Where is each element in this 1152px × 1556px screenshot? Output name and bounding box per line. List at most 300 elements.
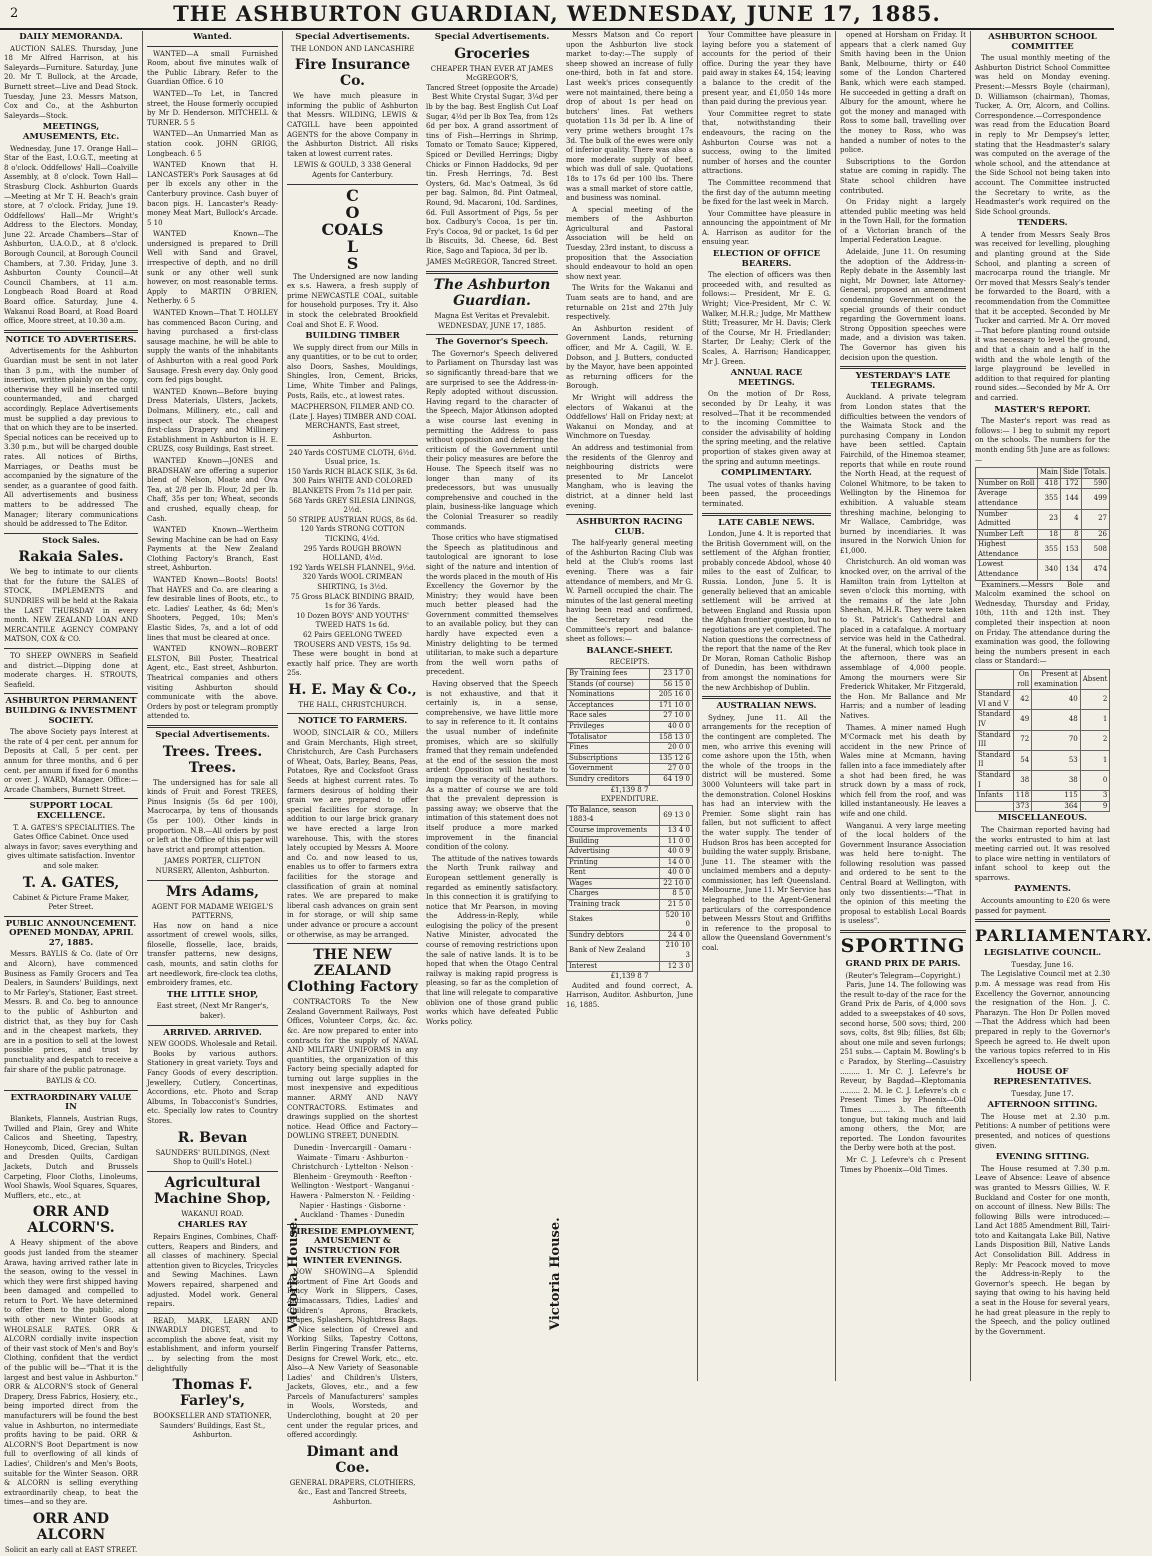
trees-text: The undersigned has for sale all kinds of Fruit and Forest TREES, Pinus Insignis (5s 6d per 100), Macrocarpa, by tens of thousands (5s per 100). Other kinds in proportion. N.B.—All orders by post or left at the Office of this paper will have strict and prompt attention. — [147, 778, 278, 854]
school-committee-title: ASHBURTON SCHOOL COMMITTEE — [988, 32, 1097, 52]
costume-item: 10 Dozen BOYS' AND YOUTHS' TWEED HATS 1s 6d. — [296, 611, 409, 630]
table-row — [567, 753, 693, 764]
table-cell: Main — [1037, 468, 1060, 479]
legislative-council-text: The Legislative Council met at 2.30 p.m. A message was read from His Excellency the Governor, announcing the resignation of the Hon. J. C. Pharazyn. The Hon Dr Pollen moved—That the Address which had been prepared in reply to the Governor's Speech be agreed to. He dwelt upon the various topics referred to in His Excellency's speech. — [975, 970, 1110, 1065]
costume-note: These were bought in bond at exactly half price. They are worth 25s. — [287, 650, 418, 678]
table-cell: 2 — [1080, 730, 1110, 750]
table-cell: Average attendance — [976, 489, 1038, 509]
table-header-row — [976, 468, 1110, 479]
table-row — [567, 679, 693, 690]
grand-prix-last: Mr C. J. Lefevre's ch c Present Times by Phoenix—Old Times. — [840, 1155, 966, 1174]
paper-title: The Ashburton Guardian. — [433, 277, 551, 310]
table-row — [567, 900, 693, 911]
machine-shop-title: Agricultural Machine Shop, — [154, 1174, 271, 1207]
table-cell: 70 — [1032, 730, 1081, 750]
table-cell: 3 — [1080, 791, 1110, 802]
table-cell: 0 — [1080, 770, 1110, 790]
yesterday-telegrams-title: YESTERDAY'S LATE TELEGRAMS. — [855, 371, 951, 391]
table-cell: 210 10 3 — [659, 941, 692, 961]
building-title: ASHBURTON PERMANENT BUILDING & INVESTMENT SOCIETY. — [5, 696, 137, 726]
table-row — [567, 764, 693, 775]
table-cell: 1 — [1080, 750, 1110, 770]
costume-item: 150 Yards RICH BLACK SILK, 3s 6d. — [287, 467, 418, 476]
expenditure-total: £1,139 8 7 — [610, 972, 649, 981]
town: Waimate — [296, 1153, 328, 1162]
balance-sheet-title: BALANCE-SHEET. — [586, 645, 673, 656]
orr-alcorn-text: A Heavy shipment of the above goods just landed from the steamer Arawa, having arrived rather late in the season, owing to the vessel in which they were first shipped having been damaged and compelled to return to Port. We have determined to offer them to the public, along with other new Winter Goods at WHOLESALE RATES. ORR & ALCORN cordially invite inspection of their vast stock of Men's and Boy's Clothing, confident that the verdict of the public will be—"That it is the largest and best value in Ashburton." ORR & ALCORN'S stock of General Drapery, Dress Fabrics, Hosiery, etc., being imported direct from the manufacturers will be found the best value in Ashburton, no intermediate profits having to be paid. ORR & ALCORN'S Boot Department is now full to overflowing of all kinds of Ladies', Children's and Men's Boots, suitable for the Winter Season. ORR & ALCORN is selling everything extraordinarily cheap, to beat the times—and so they are. — [4, 1239, 138, 1507]
table-cell: By Training fees — [567, 669, 650, 680]
table-cell: 8 5 0 — [659, 889, 692, 900]
table-row — [976, 730, 1110, 750]
town: Reefton — [379, 1172, 408, 1181]
adams-title: Mrs Adams, — [166, 883, 259, 900]
table-cell: Training track — [567, 900, 660, 911]
table-total-row — [976, 801, 1110, 812]
divider — [702, 513, 831, 516]
yesterday-telegrams-text: Auckland. A private telegram from London states that the difficulties between the vendors of the Waimata Stock and the purchasing Company in London have been settled. Captain Fairchild, of the Hinemoa steamer, reports that while en route round the North Head, at the request of Colonel Whitmore, to be taken to Wellington by the Hinemoa for exhibition. A valuable steam threshing machine, belonging to Mr Wallace, Cambridge, was burned by incendiaries. It was insured in the Norwich Union for £1,000. — [840, 393, 966, 555]
town: Christchurch — [291, 1163, 339, 1172]
memo-text: AUCTION SALES. Thursday, June 18 Mr Alfred Harrison, at his Saleyards—Furniture. Saturday, June 20. Mr T. Bullock, at the Arcade, Burnett street—Live and Dead Stock. Tuesday, June 23. Messrs Matson, Cox and Co., at the Ashburton Saleyards—Stock. — [4, 44, 138, 120]
table-cell: 134 — [1060, 560, 1081, 580]
hemay-title: H. E. May & Co., — [288, 681, 417, 698]
table-cell: Absent — [1080, 670, 1110, 690]
meetings-title: MEETINGS, AMUSEMENTS, Etc. — [22, 122, 120, 142]
sheep-text: TO SHEEP OWNERS in Seafield and district.—Dipping done at moderate charges. H. STROUTS, Seafield. — [4, 652, 138, 689]
table-cell: 12 3 0 — [659, 961, 692, 972]
table-cell: Nominations — [567, 690, 650, 701]
news-paragraph: Subscriptions to the Gordon statue are coming in rapidly. The State school children have contributed. — [840, 157, 966, 195]
table-cell: 11 0 0 — [659, 836, 692, 847]
timber-title: BUILDING TIMBER — [305, 331, 400, 342]
public-title: PUBLIC ANNOUNCEMENT. OPENED MONDAY, APRIL 27, 1885. — [5, 918, 137, 948]
table-cell: 24 4 0 — [659, 930, 692, 941]
public-text: Messrs. BAYLIS & Co. (late of Orr and Alcorn), have commenced Business as Family Grocers and Tea Dealers, in Saunders' Buildings, next to Mr Farley's, Stationer, East street. Messrs. B. and Co. beg to announce to the public of Ashburton and district that, as they buy for Cash and in the cheapest markets, they are in a position to sell at the lowest possible prices, and trust by punctuality and despatch to receive a fair share of the public patronage. — [4, 950, 138, 1074]
table-row — [567, 711, 693, 722]
town: Dunedin — [374, 1211, 405, 1220]
table-cell: 27 0 0 — [649, 764, 692, 775]
table-cell: 40 — [1032, 690, 1081, 710]
audit-text: Audited and found correct, A. Harrison, Auditor. Ashburton, June 16, 1885. — [566, 981, 693, 1009]
table-cell: 40 0 0 — [649, 721, 692, 732]
fire-head: THE LONDON AND LANCASHIRE — [290, 44, 415, 53]
building-text: The above Society pays Interest at the rate of 4 per cent. per annum for Deposits at Call, 5 per cent. per annum for three months, and 6 per cent. per annum if fixed for 6 months or over. J. WARD, Manager. Office:—Arcade Chambers, Burnett Street. — [4, 728, 138, 794]
table-cell: Privileges — [567, 721, 650, 732]
table-cell: Wages — [567, 878, 660, 889]
wanted-item: WANTED Known—The undersigned is prepared to Drill Well with Sand and Gravel, irrespective of depth, and no drill sunk or any other well sunk however, on most reasonable terms. Apply to MARTIN O'BRIEN, Netherby. 6 5 — [147, 230, 278, 306]
town: Gisborne — [368, 1201, 402, 1210]
table-row — [976, 770, 1110, 790]
clothing-factory-title: THE NEW ZEALAND Clothing Factory — [287, 947, 418, 996]
groceries-address: Tancred Street (opposite the Arcade) — [426, 83, 558, 92]
committee-paragraph: Your Committee have pleasure in announcing the appointment of Mr A. Harrison as auditor for the ensuing year. — [702, 209, 831, 247]
table-header-row — [976, 670, 1110, 690]
victoria-house-vertical-right: Victoria House. — [548, 1217, 563, 1330]
table-cell: 21 5 0 — [659, 900, 692, 911]
speech-title: The Governor's Speech. — [435, 337, 549, 348]
fireside-title: FIRESIDE EMPLOYMENT, AMUSEMENT & INSTRUCTION FOR WINTER EVENINGS. — [290, 1226, 415, 1266]
table-row — [567, 774, 693, 785]
table-row — [567, 669, 693, 680]
table-cell: 38 — [1032, 770, 1081, 790]
divider — [840, 366, 966, 369]
farley-title: Thomas F. Farley's, — [172, 1377, 253, 1410]
table-cell: 355 — [1037, 540, 1060, 560]
payments-title: PAYMENTS. — [1014, 884, 1071, 895]
table-cell: 144 — [1060, 489, 1081, 509]
table-cell: Rent — [567, 868, 660, 879]
town: Nelson — [383, 1163, 409, 1172]
table-cell: Government — [567, 764, 650, 775]
meetings-text: Wednesday, June 17. Orange Hall—Star of the East, I.O.G.T., meeting at 8 o'clock. Oddfellows' Hall—Coalville Assembly, at 8 o'clock. Town Hall—Strasburg Clock. Ashburton Guards—Meeting at Mr T. H. Beach's grain store, at 7 o'clock. Friday, June 19. Oddfellows' Hall—Mr Wright's Address to the Electors. Monday, June 22. Arcade Chambers—Star of Ashburton, U.A.O.D., at 8 o'clock. Borough Council, at Borough Council Chambers, at 7.30. Friday, June 3. Ashburton County Council—At Council Chambers, at 11 a.m. Longbeach Road Board at Road Board office. Saturday, June 4. Wakanui Road Board, at Road Board office, Moore street, at 10.30 a.m. — [4, 144, 138, 326]
divider — [147, 1313, 278, 1314]
town: Ashburton — [366, 1153, 404, 1162]
evening-text: The House resumed at 7.30 p.m. Leave of Absence: Leave of absence was granted to Messrs Gillies, W. F. Buckland and Coster for one month, on account of illness. New Bills: The following Bills were introduced:—Land Act 1885 Amendment Bill, Tairi-toto and Kaitangata Lake Bill, Native Lands Disposition Bill, Native Lands Act Consolidation Bill. Address in Reply: Mr Peacock moved to move the Address-in-Reply to the Governor's speech. He began by saying that owing to his having held a seat in the House for several years, he had great pleasure in the reply to the Speech, and the policy outlined by the Government. — [975, 1164, 1110, 1336]
expenditure-table — [566, 805, 693, 973]
town: Feilding — [381, 1192, 411, 1200]
wanted-item: WANTED Known—Before buying Dress Materials, Ulsters, Jackets, Dolmans, Millinery, etc., call and inspect our stock. The cheapest first-class Drapery and Millinery Establishment in Ashburton is H. E. CRUZS, cosy Buildings, East street. — [147, 387, 278, 454]
table-cell: 499 — [1081, 489, 1109, 509]
divider — [287, 1224, 418, 1225]
column-5 — [562, 31, 697, 1381]
table-row — [567, 878, 693, 889]
news-note: The Writs for the Wakanui and Tuam seats are to hand, and are returnable on 21st and 27th July respectively. — [566, 284, 693, 322]
table-row — [976, 791, 1110, 802]
table-cell: Charges — [567, 889, 660, 900]
town: Wanganui — [374, 1182, 410, 1191]
table-cell: 18 — [1037, 529, 1060, 540]
machine-shop-subtitle: WAKANUI ROAD. — [181, 1209, 244, 1218]
table-cell — [976, 468, 1038, 479]
table-row — [567, 857, 693, 868]
expenditure-title: EXPENDITURE. — [600, 795, 659, 804]
town: Oamaru — [378, 1144, 407, 1153]
table-cell: 171 10 0 — [649, 700, 692, 711]
table-cell: 26 — [1081, 529, 1109, 540]
house-date: Tuesday, June 17. — [1011, 1089, 1074, 1098]
table-cell: 8 — [1060, 529, 1081, 540]
table-cell: Side — [1060, 468, 1081, 479]
fireside-text: NOW SHOWING—A Splendid Assortment of Fine Art Goods and Fancy Work in Slippers, Cases, Antimacassars, Tidies, Ladies' and Children's Aprons, Brackets, Drapes, Splashers, Nightdress Bags. A Nice selection of Crewel and Working Silks, Tapestry Cottons, Berlin Fingering Transfer Patterns, Designs for Crewel Work, etc., etc. Also—A New Variety of Seasonable Ladies' and Children's Ulsters, Jackets, Gloves, etc., and a few Parcels of Manufacturers' samples in Wools, Worsteds, and Underclothing, bought at 20 per cent under the regular prices, and offered accordingly. — [287, 1268, 418, 1440]
coals-letter: O — [345, 202, 360, 222]
divider — [4, 798, 138, 799]
table-row — [976, 690, 1110, 710]
wanted-item: WANTED Known—JONES and BRADSHAW are offering a superior blend of Nelson, Moate and Ova Tea, at 2/8 per lb. Flour, 2d per lb. Chaff, 35s per ton; Wheat, seconds and crushed, equally cheap, for Cash. — [147, 456, 278, 523]
special-title: Special Advertisements. — [434, 32, 550, 42]
speech-paragraph: Having observed that the Speech is not exhaustive, and that it certainly is, in a sense, comprehensive, we have little more to say in reference to it. It contains the usual number of indefinite promises, which are so skilfully framed that they remain undefended at the end of the session the most ardent Opposition will hesitate to impugn the veracity of the authors. As a matter of course we are told that the prevalent depression is passing away; we observe that the intimation of this statement does not itself produce a more marked improvement in the financial condition of the colony. — [426, 680, 558, 852]
table-cell: 72 — [1013, 730, 1031, 750]
speech-paragraph: Those critics who have stigmatised the Speech as platitudinous and tautological are ignorant to lose sight of the nature and intention of the words placed in the mouth of His Excellency the Governor by the Ministry; they would have been much better pleased had the Government committed themselves to an available policy, but they can hardly have expected even a Ministry delighting to be termed utilitarian, to make such a departure from the well worn paths of precedent. — [426, 534, 558, 677]
table-cell: On roll — [1013, 670, 1031, 690]
racing-club-title: ASHBURTON RACING CLUB. — [576, 517, 683, 537]
table-cell: 520 10 0 — [659, 910, 692, 930]
table-cell: Standard IV — [976, 710, 1014, 730]
groceries-subtitle: CHEAPER THAN EVER AT JAMES McGREGOR'S, — [430, 64, 554, 83]
special-title: Special Advertisements. — [155, 729, 270, 740]
wanted-item: WANTED—A small Furnished Room, about five minutes walk of the Public Library. Refer to the Guardian Office. 6 10 — [147, 49, 278, 87]
table-cell: 23 17 0 — [649, 669, 692, 680]
town: Wellington — [290, 1182, 329, 1191]
divider — [426, 271, 558, 274]
table-cell: Standard II — [976, 750, 1014, 770]
committee-paragraph: Your Committee have pleasure in laying before you a statement of accounts for the period of their office. During the year they have paid away in stakes £4, 154; leaving a balance to the credit of the present year, and £1,050 14s more than paid during the previous year. — [702, 31, 831, 107]
costume-item: 300 Pairs WHITE AND COLORED BLANKETS From 7s 11d per pair. — [292, 477, 413, 495]
afternoon-text: The House met at 2.30 p.m. Petitions: A number of petitions were presented, and notices of questions given. — [975, 1112, 1110, 1150]
parliamentary-title: PARLIAMENTARY. — [975, 926, 1152, 946]
table-cell: 20 0 0 — [649, 743, 692, 754]
table-cell: 158 13 0 — [649, 732, 692, 743]
payments-text: Accounts amounting to £20 6s were passed for payment. — [975, 897, 1110, 915]
table-row — [567, 732, 693, 743]
table-cell: 53 — [1032, 750, 1081, 770]
victoria-house-vertical-left: Victoria House. — [286, 1217, 301, 1330]
clothing-factory-text: CONTRACTORS To the New Zealand Government Railways, Post Offices, Volunteer Corps, &c. &c. &c. Are now prepared to enter into contracts for the supply of NAVAL AND MILITARY UNIFORMS in any quantities, the organization of this Factory being specially adapted for turning out large supplies in the most inexpensive and expeditious manner. ARMY AND NAVY CONTRACTORS. Estimates and drawings supplied on the shortest notice. Head Office and Factory—DOWLING STREET, DUNEDIN. — [287, 998, 418, 1141]
school-committee-text: The usual monthly meeting of the Ashburton District School Committee was held on Monday evening. Present:—Messrs Boyle (chairman), D. Williamson (chairman), Thomas, Tucker, A. Orr, Alcorn, and Collins. Correspondence.—Correspondence was read from the Education Board in reply to Mr Dempsey's letter, stating that the Headmaster's salary was computed on the average of the whole school, and the attendance at the Side School not being taken into account. The Committee instructed the Secretary to write, as the Headmaster's work required on the Side School grounds. — [975, 54, 1110, 216]
table-row — [567, 889, 693, 900]
extraordinary-text: Blankets, Flannels, Austrian Rugs, Twilled and Plain, Grey and White Calicos and Sheeting, Tapestry, Honeycomb, Diced, Grecian, Sultan and Dresden Quilts, Cardigan Jackets, Dutch and Brussels Carpeting, Floor Cloths, Linoleums, Wool Shawls, Wool Squares, Squares, Mufflers, etc., etc., at — [4, 1114, 138, 1200]
table-cell: Interest — [567, 961, 660, 972]
column-1 — [0, 31, 142, 1554]
news-note: An address and testimonial from the residents of the Glenroy and neighbouring districts were presented to Mr Lancelot Mangham, who is leaving the district, at a dinner held last evening. — [566, 443, 693, 510]
table-cell: 64 19 0 — [649, 774, 692, 785]
fire-insurance-title: Fire Insurance Co. — [294, 57, 411, 90]
table-row — [567, 743, 693, 754]
table-row — [976, 529, 1110, 540]
orr-alcorn-address: Solicit an early call at EAST STREET. — [4, 1545, 138, 1554]
legislative-council-title: LEGISLATIVE COUNCIL. — [983, 948, 1102, 959]
divider — [287, 445, 418, 446]
divider — [147, 1025, 278, 1026]
table-cell: 418 — [1037, 478, 1060, 489]
town: Dunedin — [293, 1144, 324, 1153]
notice-text: Advertisements for the Ashburton Guardian must be sent in not later than 3 p.m., with the number of insertion, written plainly on the copy, otherwise they will be inserted until countermanded, and charged accordingly. Replace Advertisements must be supplied a day previous to that on which they are to be inserted. Special notices can be received up to 3.30 p.m., but will be charged double rates. All notices of Births, Marriages, or Deaths must be accompanied by the signature of the sender, as a guarantee of good faith. All advertisements and business matters to be addressed The Manager; literary communications should be addressed to The Editor. — [4, 347, 138, 529]
dimant-title: Dimant and Coe. — [306, 1443, 399, 1476]
wanted-title: Wanted. — [193, 32, 232, 42]
table-row — [976, 489, 1110, 509]
rakaia-title: Rakaia Sales. — [18, 549, 124, 566]
column-6 — [697, 31, 835, 1381]
table-cell: Advertising — [567, 847, 660, 858]
table-cell: 40 0 0 — [659, 868, 692, 879]
stock-title: Stock Sales. — [42, 535, 100, 546]
divider — [147, 725, 278, 728]
divider — [147, 1171, 278, 1172]
table-cell: Number Admitted — [976, 509, 1038, 529]
australian-news-text: Sydney, June 11. All the arrangements for the reception of the contingent are completed. The men, who arrive this evening will come ashore upon the 15th, when the whole of the troops in the district will be mustered. Some 3000 Volunteers will take part in the demonstration. Colonel Hoskins has had an interview with the Premier. Some slight rain has fallen, but not sufficient to affect the water supply. The tender of Hudson Bros has been accepted for building the water supply. Brisbane, June 11. The steamer with the unclaimed members and a deputy-commissioner, has left Queensland. Melbourne, June 11. Mr Service has telegraphed to the Agent-General particulars of the correspondence between Messrs Stout and Griffiths in reference to the proposal to allow the Queensland Government's coal. — [702, 713, 831, 953]
divider — [287, 713, 418, 714]
divider — [287, 184, 418, 185]
divider — [426, 334, 558, 335]
receipts-total: £1,139 8 7 — [610, 785, 649, 794]
table-cell: Highest Attendance — [976, 540, 1038, 560]
table-cell: 38 — [1013, 770, 1031, 790]
table-cell: 54 — [1013, 750, 1031, 770]
exam-table — [975, 669, 1110, 812]
annual-text: On the motion of Dr Ross, seconded by Dr Leahy, it was resolved—That it be recommended to the incoming Committee to consider the advisability of holding the spring meeting, and the relative proportion of stakes given away at the spring and autumn meetings. — [702, 390, 831, 466]
costume-item: 120 Yards STRONG COTTON TICKING, 4½d. — [300, 525, 405, 543]
rakaia-text: We beg to intimate to our clients that for the future the SALES of STOCK, IMPLEMENTS and SUNDRIES will be held at the Rakaia the LAST THURSDAY in every month. NEW ZEALAND LOAN AND MERCANTILE AGENCY COMPANY MATSON, COX & CO. — [4, 568, 138, 644]
table-row — [567, 721, 693, 732]
compliment-text: The usual votes of thanks having been passed, the proceedings terminated. — [702, 480, 831, 508]
table-cell: 22 10 0 — [659, 878, 692, 889]
town: Napier — [299, 1201, 325, 1210]
divider — [4, 533, 138, 534]
bevan-title: R. Bevan — [177, 1129, 248, 1146]
compliment-title: COMPLIMENTARY. — [721, 468, 812, 479]
costume-item: 192 Yards WELSH FLANNEL, 9½d. — [289, 563, 416, 572]
table-cell: To Balance, season 1883-4 — [567, 805, 660, 825]
table-cell: 4 — [1060, 509, 1081, 529]
news-note: A special meeting of the members of the Ashburton Agricultural and Pastoral Association will be held on Tuesday, 23rd instant, to discuss a proposition that the Association should endeavour to hold an open show next year. — [566, 205, 693, 281]
table-cell: 508 — [1081, 540, 1109, 560]
house-title: HOUSE OF REPRESENTATIVES. — [993, 1067, 1092, 1087]
table-cell: 1 — [1080, 710, 1110, 730]
town: Invercargill — [330, 1144, 372, 1153]
tenders-title: TENDERS. — [1017, 218, 1068, 229]
grand-prix-text: Paris, June 14. The following was the result to-day of the race for the Grand Prix de Paris, of 4,000 sovs added to a sweepstakes of 40 sovs, second horse, 500 sovs; third, 200 sovs, colts, 8st 9lb; fillies, 8st 6lb; about one mile and seven furlongs; 251 subs.— Captain M. Bowling's b c Paradox, by Sterling—Casuistry ......... 1. Mr C. J. Lefevre's br Reveur, by Bagdad—Kleptomania ......... 2. M. le C. J. Lefevre's ch c Present Times by Phoenix—Old Times ......... 3. The fifteenth tongue, but taking much and laid among others, the Mor, are reported. The London favourites the Derby were both at the post. — [840, 981, 966, 1153]
coals-letter: S — [346, 253, 359, 273]
newspaper-title: THE ASHBURTON GUARDIAN, WEDNESDAY, JUNE 17, 1885. — [173, 1, 941, 26]
table-cell: Race sales — [567, 711, 650, 722]
table-cell — [976, 801, 1014, 812]
election-text: The election of officers was then proceeded with, and resulted as follows:— President, Mr E. G. Wright; Vice-President, Mr C. W. Walker, M.H.R.; Judge, Mr Matthew Stitt; Treasurer, Mr H. Davis; Clerk of the Course, Mr H. Friedlander; Starter, Dr Leahy; Clerk of the Scales, A. Harrison; Handicapper, Mr J. Green. — [702, 271, 831, 366]
table-row — [976, 710, 1110, 730]
master-report-title: MASTER'S REPORT. — [994, 404, 1091, 415]
divider — [287, 943, 418, 944]
notice-title: NOTICE TO ADVERTISERS. — [5, 334, 137, 345]
speech-paragraph: The Governor's Speech delivered to Parliament on Thursday last was so significantly thread-bare that we are surprised to see the Address-in-Reply adopted without discussion. Having regard to the character of the Speech, Major Atkinson adopted a wise course last evening in permitting the Address to pass without opposition and deferring the criticism of the Government until their policy measures are before the House. The Speech itself was no longer than many of its predecessors, but was unusually comprehensive and couched in the plain, business-like language which the Colonial Treasurer so readily commands. — [426, 349, 558, 531]
gates-title: SUPPORT LOCAL EXCELLENCE. — [29, 801, 113, 821]
dimant-subtitle: GENERAL DRAPERS, CLOTHIERS, &c., East and Tancred Streets, Ashburton. — [289, 1478, 416, 1507]
table-cell: 48 — [1032, 710, 1081, 730]
town: Hastings — [330, 1201, 363, 1210]
costume-item: 295 Yards ROUGH BROWN HOLLAND, 4½d. — [303, 544, 402, 563]
table-cell: Acceptances — [567, 700, 650, 711]
table-cell: 42 — [1013, 690, 1031, 710]
adams-text: Has now on hand a nice assortment of crewel wools, silks, filoselle, flosselle, lace, braids, transfer patterns, new designs, cash, mounts, and satin cloths for art needlework, fire-clock tea cloths, embroidery frames, etc. — [147, 921, 278, 988]
memo-title: DAILY MEMORANDA. — [19, 32, 123, 42]
town: Lyttelton — [345, 1163, 378, 1172]
table-cell: Totalisator — [567, 732, 650, 743]
table-row — [976, 509, 1110, 529]
cable-news-title: LATE CABLE NEWS. — [718, 517, 815, 528]
afternoon-title: AFTERNOON SITTING. — [987, 1100, 1098, 1111]
wanted-item: WANTED Known—Boots! Boots! That HAYES and Co. are clearing a few desirable lines of Boots, etc., to etc. Ladies' Leather, 4s 6d; Men's Shooters, Pegged, 10s; Men's Elastic Sides, 7s, and a lot of odd lines that must be cleared at once. — [147, 576, 278, 642]
town: Thames — [340, 1211, 368, 1220]
christchurch-text: Christchurch. An old woman was knocked over, on the arrival of the Hamilton train from Lyttelton at seven o'clock this morning, with the remains of the late John Sheehan, M.H.R. They were taken to St. Patrick's Cathedral and placed in a catafalque. A mortuary service was held in the Cathedral. At the funeral, which took place in the afternoon, there was an assemblage of 4,000 people. Among the mourners were Sir Frederick Whitaker, Mr Fitzgerald, the Hon. Mr Ballance and Mr Harris; and a number of leading Natives. — [840, 558, 966, 720]
table-cell: 69 13 0 — [659, 805, 692, 825]
wanganui-text: Wanganui. A very large meeting of the local holders of the Government Insurance Association was held here to-night. The following resolution was passed and ordered to be sent to the Central Board at Wellington, with only two dissentients:—"That in the opinion of this meeting the proposal to establish Local Boards is useless". — [840, 821, 966, 926]
table-cell: 118 — [1013, 791, 1031, 802]
public-signature: BAYLIS & CO. — [45, 1077, 97, 1086]
fire-insurance-text: We have much pleasure in informing the public of Ashburton that Messrs. WILDING, LEWIS & CATGILL have been appointed AGENTS for the above Company in the Ashburton District. All risks taken at lowest current rates. — [287, 92, 418, 158]
adelaide-text: Adelaide, June 11. On resuming the adoption of the Address-in-Reply debate in the Assembly last night, Mr Downer, late Attorney-General, proposed an amendment condemning Government on the special grounds of their conduct regarding the Government loans. Strong Opposition speeches were made, and a division was taken. The Governor has given his decision upon the question. — [840, 248, 966, 362]
masthead — [0, 0, 1114, 30]
wanted-item: WANTED—An Unmarried Man as station cook. JOHN GRIGG, Longbeach. 6 5 — [147, 130, 278, 158]
master-report-text: The Master's report was read as follows:— I beg to submit my report on the schools. The numbers for the month ending 5th June are as follows:— — [975, 417, 1110, 464]
costume-item: 240 Yards COSTUME CLOTH, 6½d. Usual price, 1s. — [288, 448, 417, 467]
coals-text: The Undersigned are now landing ex s.s. Hawera, a fresh supply of prime NEWCASTLE COAL, suitable for household purposes. Try it. Also in stock the celebrated Brookfield Coal and Shot E. F. Wood. — [287, 272, 418, 329]
table-row — [567, 700, 693, 711]
receipts-title: RECEIPTS. — [609, 658, 650, 667]
table-cell: 590 — [1081, 478, 1109, 489]
orr-alcorn-bottom: ORR AND ALCORN — [32, 1510, 110, 1543]
table-cell: Number on Roll — [976, 478, 1038, 489]
table-row — [567, 910, 693, 930]
table-cell: Infants — [976, 791, 1014, 802]
table-cell: 14 0 0 — [659, 857, 692, 868]
table-cell: 340 — [1037, 560, 1060, 580]
election-title: ELECTION OF OFFICE BEARERS. — [712, 249, 821, 269]
racing-club-text: The half-yearly general meeting of the Ashburton Racing Club was held at the Club's rooms last evening. There was a fair attendance of members, and Mr G. W. Parnell occupied the chair. The minutes of the last general meeting having been read and confirmed, the Secretary read the Committee's report and balance-sheet as follows:— — [566, 539, 693, 644]
wanted-item: WANTED Known—Wertheim Sewing Machine can be had on Easy Payments at the New Zealand Clothing Factory's Branch, East street, Ashburton. — [147, 526, 278, 573]
gates-name: T. A. GATES, — [22, 874, 120, 891]
column-4 — [422, 31, 562, 1381]
trees-title: Trees. Trees. Trees. — [162, 743, 263, 776]
town: Auckland — [300, 1211, 334, 1220]
table-cell: Sundry creditors — [567, 774, 650, 785]
thames-text: Thames. A miner named Hugh M'Cormack met his death by accident in the new Prince of Wales mine at Mcmann, having fallen into a face immediately after a shot had been fired, he was struck down by a mass of rock, which fell from the roof, and was killed instantaneously. He leaves a wife and one child. — [840, 723, 966, 818]
machine-shop-name: CHARLES RAY — [177, 1220, 248, 1231]
town: Timaru — [334, 1153, 360, 1162]
table-cell: Totals. — [1081, 468, 1109, 479]
wanted-item: WANTED Known—That T. HOLLEY has commenced Bacon Curing, and having purchased a first-class sausage machine, he will be able to supply the wants of the inhabitants of Ashburton with a real good Pork Sausage. Fresh every day. Only good corn fed pigs bought. — [147, 309, 278, 385]
costume-item: 62 Pairs GEELONG TWEED TROUSERS AND VESTS, 15s 9d. — [293, 630, 412, 649]
table-cell: 355 — [1037, 489, 1060, 509]
grand-prix-subtitle: (Reuter's Telegram—Copyright.) — [845, 971, 961, 980]
hemay-subtitle: THE HALL, CHRISTCHURCH. — [298, 700, 407, 709]
arrived-subtitle: NEW GOODS. Wholesale and Retail. — [147, 1040, 278, 1049]
table-cell: 27 10 0 — [649, 711, 692, 722]
bevan-subtitle: SAUNDERS' BUILDINGS, (Next Shop to Quill's Hotel.) — [155, 1148, 270, 1167]
costume-item: 75 Gross BLACK BINDING BRAID, 1s for 36 Yards. — [290, 592, 415, 611]
grand-prix-title: GRAND PRIX DE PARIS. — [845, 959, 961, 970]
gates-text: T. A. GATES'S SPECIALITIES. The Gates Office Cabinet. Once used always in favor; saves everything and gives ultimate satisfaction. Inventor and sole maker. — [4, 823, 138, 870]
paper-date: WEDNESDAY, JUNE 17, 1885. — [437, 321, 547, 330]
table-cell: 153 — [1060, 540, 1081, 560]
coals-letter: L — [346, 236, 359, 256]
adams-subtitle: AGENT FOR MADAME WEIGEL'S PATTERNS, — [151, 902, 274, 921]
farmers-title: NOTICE TO FARMERS. — [297, 716, 408, 727]
farmers-text: WOOD, SINCLAIR & CO., Millers and Grain Merchants, High street, Christchurch, Are Cash Purchasers of Wheat, Oats, Barley, Beans, Peas, Potatoes, Rye and Cocksfoot Grass Seeds at highest current rates. To farmers desirous of holding their grain we are prepared to offer special facilities for storage. In addition to our large brick granary we have erected a large Iron warehouse. This, with the stores lately occupied by Messrs A. Moore and Co. and now leased to us, enables us to offer to farmers extra facilities for the storage and classification of grain at nominal rates. We are prepared to make liberal cash advances on grain sent in for storage, or will ship same under advance or procure a account or otherwise, as may be arranged. — [287, 729, 418, 939]
legislative-council-date: Tuesday, June 16. — [1011, 960, 1074, 969]
speech-paragraph: The attitude of the natives towards the North Trunk railway and European settlement generally is regarded as eminently satisfactory. In this connection it is gratifying to notice that Mr Pearson, in moving the Address-in-Reply, while eulogising the policy of the present Native Minister, advocated the course of removing restrictions upon the sale of native lands. It is to be hoped that when the Otago Central railway is making rapid progress is pleasing, so far as the completion of that line will relegate to comparative oblivion one of those grand public works which have defeated Public Works policy. — [426, 854, 558, 1026]
news-paragraph: opened at Horsham on Friday. It appears that a clerk named Guy Smith having been in the Union Bank, Melbourne, thirty or £40 some of the London Chartered Bank, which were each stamped. He succeeded in getting a draft on Albury for the amount, where he got the money and managed with Ross to some ball, travelling over the money to Ross, who was handed a number of notes to the police. — [840, 31, 966, 155]
table-row — [976, 560, 1110, 580]
timber-text: We supply direct from our Mills in any quantities, or to be cut to order, also Doors, Sashes, Mouldings, Shingles, Iron, Cement, Bricks, Lime, White Timber and Palings, Posts, Rails, etc., at lowest rates. — [287, 343, 418, 400]
table-row — [567, 836, 693, 847]
town-list: Dunedin · Invercargill · Oamaru · Waimate · Timaru · Ashburton · Christchurch · Lyttelton · Nelson · Blenheim · Greymouth · Reefton · Wellington · Westport · Wanganui · Hawera · Palmerston N. · Feilding · Napier · Hastings · Gisborne · Auckland · Thames · Dunedin — [290, 1144, 415, 1220]
tenders-text: A tender from Messrs Sealy Bros was received for levelling, ploughing and planting ground at the Side School, and planting a screen of macrocarpa round the triangle. Mr Orr moved that Messrs Sealy's tender be forwarded to the Board, with a recommendation from the Committee that it be accepted. Seconded by Mr Tucker and carried. Mr A. Orr moved—That before planting round outside it was necessary to level the ground, and that a chain and a half in the width and the whole length of the large playground be levelled in addition to that required for planting round sides.—Seconded by Mr A. Orr and carried. — [975, 230, 1110, 402]
paper-motto: Magna Est Veritas et Prevalebit. — [434, 312, 550, 321]
table-cell: Subscriptions — [567, 753, 650, 764]
little-shop-title: THE LITTLE SHOP, — [166, 989, 259, 1000]
divider — [4, 648, 138, 649]
table-cell: Building — [567, 836, 660, 847]
table-cell: 49 — [1013, 710, 1031, 730]
page-number: 2 — [10, 6, 20, 21]
town: Hawera — [290, 1192, 319, 1200]
table-row — [567, 868, 693, 879]
costume-item: 320 Yards WOOL CRIMEAN SHIRTING, 1s 3½d. — [302, 573, 403, 591]
table-cell: Standard VI and V — [976, 690, 1014, 710]
groceries-title: Groceries — [454, 45, 530, 62]
cable-news-text: London, June 4. It is reported that the British Government will, on the settlement of the Afghan frontier, probably concede Abdool, whose 40 miles to the east of Zulficar, to Russia. London, June 5. It is generally believed that an amicable settlement will be arrived at between England and Russia upon the Afghan frontier question, but no negotiations are yet completed. The Nation questions the correctness of the report that the name of the Rev Dr Moran, Roman Catholic Bishop of Dunedin, has been withdrawn from amongst the nominations for the new Archbishop of Dublin. — [702, 530, 831, 692]
table-cell: Sundry debtors — [567, 930, 660, 941]
committee-paragraph: Your Committee regret to state that, notwithstanding their endeavours, the racing on the Ashburton Course was not a success, owing to the limited number of horses and the counter attractions. — [702, 109, 831, 176]
table-row — [567, 690, 693, 701]
news-paragraph: On Friday night a largely attended public meeting was held in the Town Hall, for the formation of a Victorian branch of the Imperial Federation League. — [840, 198, 966, 245]
groceries-text: Best White Crystal Sugar, 3¼d per lb by the bag. Best English Cut Loaf Sugar, 4½d per lb Box Tea, from 12s 6d per box. A grand assortment of tins of Fish—Herrings in Shrimp, Tomato or Tomato Sauce; Kippered, Spiced or Devilled Herrings; Digby Chicks or Finnon Haddocks, 9d per tin. Fresh Herrings, 7d. Best Oysters, 6d. Mac's Oatmeal, 3s 6d per bag. Salmon, 8d. Pint Oatmeal, Round, 9d. Macaroni, 10d. Sardines, 6d. Full Assortment of Pigs, 5s per box. Cadbury's Cocoa, 1s per tin. Fry's Cocoa, 9d or packet, 1s 6d per lb Biscuits, 3d. Cheese, 6d. Best Rice, Sago and Tapioca, 3d per lb. — [426, 93, 558, 255]
